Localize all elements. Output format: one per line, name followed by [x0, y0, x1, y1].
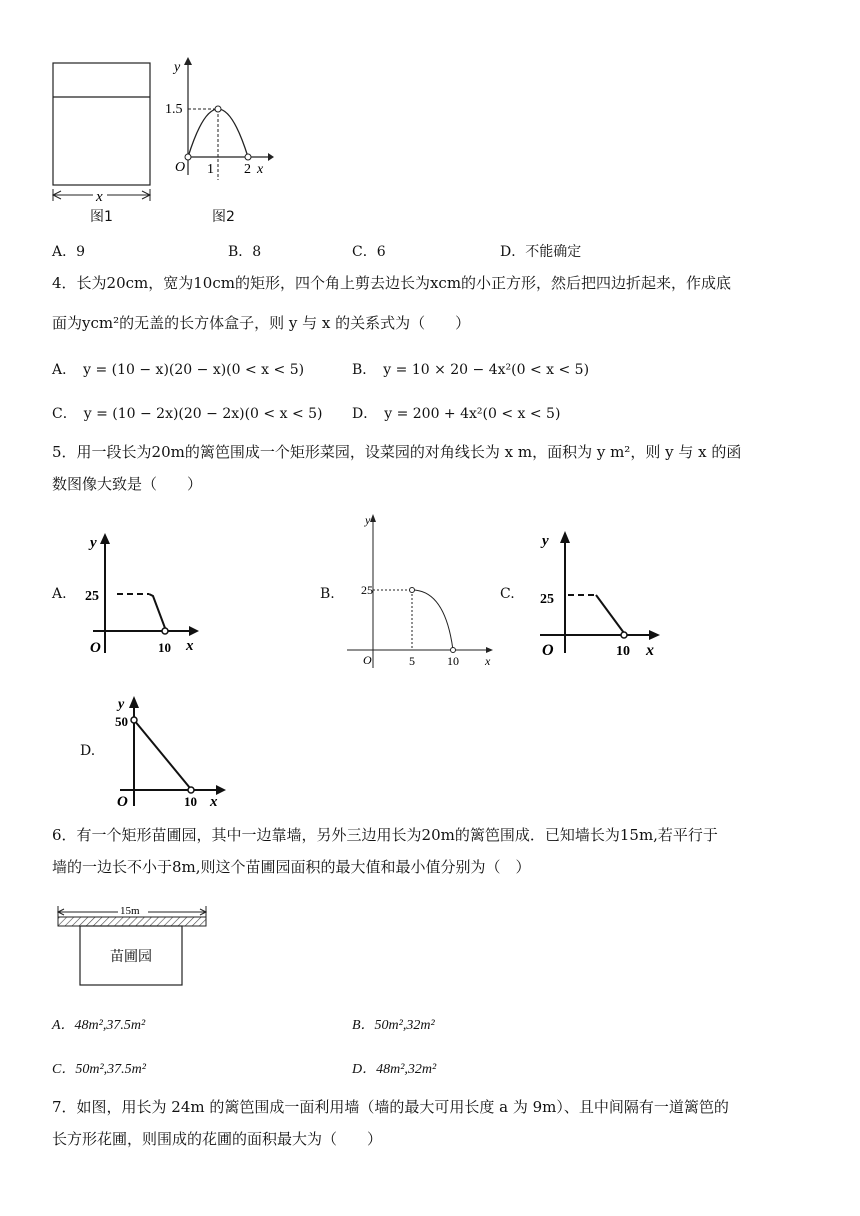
fig2-ymax-label: 1.5 [165, 102, 183, 117]
q4-stem-line-2: 面为ycm²的无盖的长方体盒子，则 y 与 x 的关系式为（ ） [52, 314, 471, 332]
q7-stem-line-2: 长方形花圃，则围成的花圃的面积最大为（ ） [52, 1130, 383, 1148]
fig2-x-label: x [257, 162, 264, 177]
q5-option-a: A. [52, 586, 67, 602]
q4-option-c: C． y = (10 − 2x)(20 − 2x)(0 < x < 5) [52, 406, 323, 422]
graph-a-origin: O [90, 640, 101, 656]
graph-b-origin: O [363, 653, 372, 667]
graph-c-y-label: y [542, 533, 549, 549]
q5-graph-a [85, 528, 205, 658]
q6-option-d: D．48m²,32m² [352, 1062, 437, 1077]
q6-option-b: B．50m²,32m² [352, 1018, 435, 1033]
graph-c-x-label: x [646, 642, 654, 659]
q4-option-a: A． y = (10 − x)(20 − x)(0 < x < 5) [52, 362, 305, 378]
q4-option-b: B． y = 10 × 20 − 4x²(0 < x < 5) [352, 362, 590, 378]
q3-option-c: C．6 [352, 244, 386, 260]
fig2-origin-label: O [175, 160, 186, 175]
q5-option-b: B. [320, 586, 335, 602]
q7-stem-line-1: 7．如图，用长为 24m 的篱笆围成一面利用墙（墙的最大可用长度 a 为 9m）、且中间隔有一道篱笆的 [52, 1098, 729, 1116]
fig2-tick-2: 2 [244, 162, 251, 177]
graph-d-50-label: 50 [115, 714, 128, 729]
wall-length-label: 15m [120, 905, 140, 917]
q3-option-a: A．9 [52, 244, 86, 260]
graph-a-10-label: 10 [158, 640, 171, 655]
graph-b-25-label: 25 [361, 583, 373, 597]
q6-option-c: C．50m²,37.5m² [52, 1062, 146, 1077]
graph-b-5-label: 5 [409, 654, 415, 668]
q5-option-d: D. [80, 743, 96, 759]
q5-graph-c [530, 525, 670, 660]
q4-option-d: D． y = 200 + 4x²(0 < x < 5) [352, 406, 561, 422]
graph-c-25-label: 25 [540, 592, 554, 607]
q5-stem-line-2: 数图像大致是（ ） [52, 475, 203, 493]
q5-graph-d [110, 694, 230, 809]
q5-option-c: C. [500, 586, 515, 602]
fig1-x-label: x [96, 189, 103, 205]
figure-2 [160, 55, 275, 185]
q6-option-a: A．48m²,37.5m² [52, 1018, 146, 1033]
figure-1 [45, 55, 165, 205]
q6-garden-diagram [50, 898, 220, 993]
graph-c-10-label: 10 [616, 644, 630, 659]
q6-stem-line-1: 6．有一个矩形苗圃园，其中一边靠墙，另外三边用长为20m的篱笆围成．已知墙长为15m,若平行于 [52, 826, 718, 844]
q6-stem-line-2: 墙的一边长不小于8m,则这个苗圃园面积的最大值和最小值分别为（ ） [52, 858, 531, 876]
graph-b-x-label: x [485, 654, 491, 668]
graph-a-x-label: x [186, 638, 194, 654]
fig2-caption: 图2 [212, 209, 235, 225]
graph-d-origin: O [117, 794, 128, 809]
graph-a-y-label: y [90, 535, 97, 551]
q5-graph-b [345, 510, 505, 670]
q3-option-b: B．8 [228, 244, 262, 260]
graph-d-y-label: y [118, 697, 125, 712]
q5-stem-line-1: 5．用一段长为20m的篱笆围成一个矩形菜园，设菜园的对角线长为 x m，面积为 y m²，则 y 与 x 的函 [52, 443, 742, 461]
q3-option-d: D．不能确定 [500, 244, 582, 260]
graph-d-10-label: 10 [184, 794, 197, 809]
graph-c-origin: O [542, 642, 554, 659]
fig2-y-label: y [174, 60, 181, 75]
q4-stem-line-1: 4．长为20cm，宽为10cm的矩形，四个角上剪去边长为xcm的小正方形，然后把四边折起来，作成底 [52, 274, 732, 292]
graph-b-10-label: 10 [447, 654, 459, 668]
fig1-caption: 图1 [90, 209, 113, 225]
garden-label: 苗圃园 [110, 950, 152, 965]
graph-a-25-label: 25 [85, 589, 99, 604]
graph-b-y-label: y [365, 513, 371, 527]
fig2-tick-1: 1 [207, 162, 214, 177]
graph-d-x-label: x [210, 794, 218, 809]
